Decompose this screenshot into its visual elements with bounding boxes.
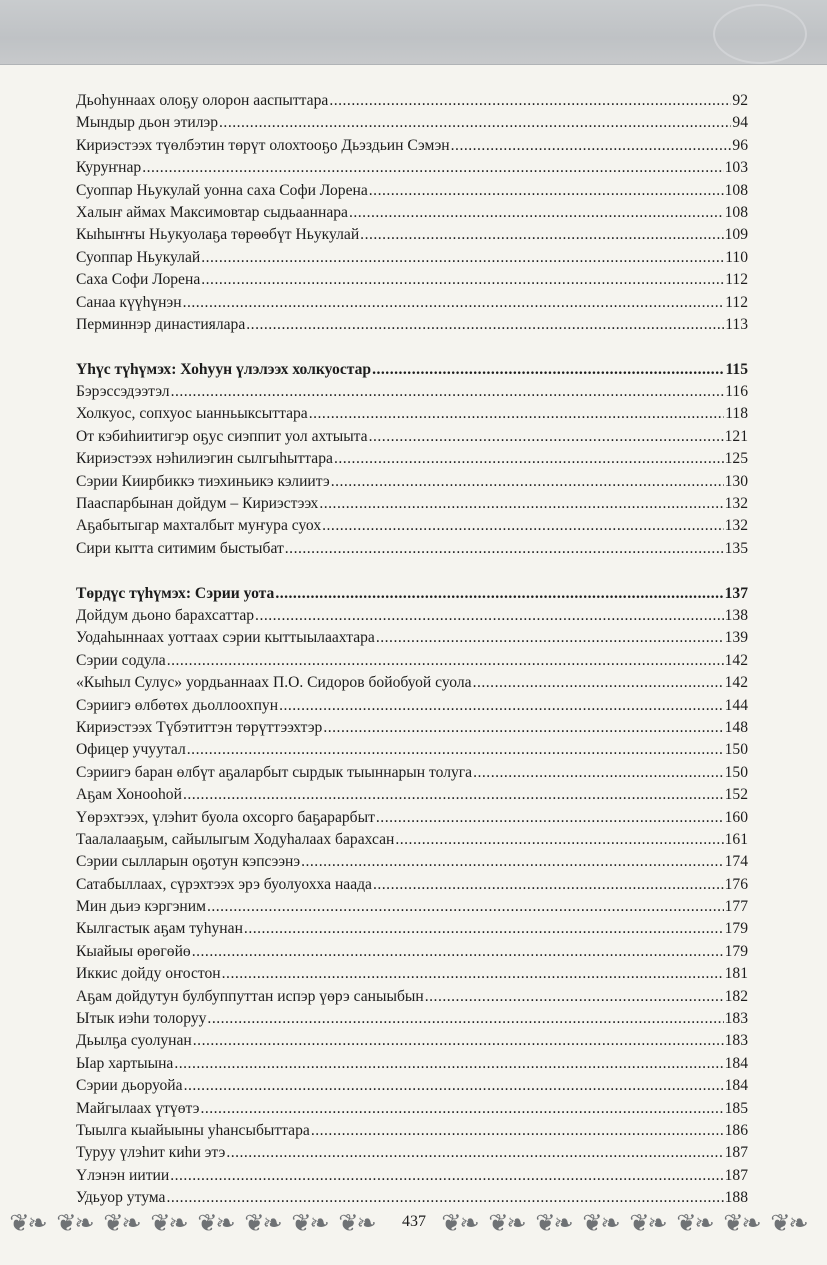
toc-entry-page: 132 — [724, 517, 748, 535]
toc-entry[interactable] — [76, 157, 748, 179]
toc-entry-page: 181 — [724, 965, 748, 983]
toc-entry-title: Саха Софи Лорена — [76, 271, 201, 289]
toc-entry-page: 109 — [724, 226, 748, 244]
toc-entry-title: Сэрии Киирбиккэ тиэхиньикэ кэлиитэ — [76, 472, 330, 490]
dot-leader — [170, 1165, 723, 1187]
toc-entry-title: Ыар хартыына — [76, 1054, 174, 1072]
toc-entry-title: Дьоһуннаах олоҕу олорон ааспыттара — [76, 92, 329, 109]
toc-entry-title: Кылгастык аҕам туһунан — [76, 920, 243, 938]
dot-leader — [226, 1142, 723, 1164]
toc-entry-page: 103 — [724, 159, 748, 177]
toc-entry-title: Сэрии дьоруойа — [76, 1077, 183, 1095]
dot-leader — [184, 1075, 724, 1097]
toc-entry[interactable] — [76, 292, 748, 314]
toc-entry-page: 148 — [724, 718, 748, 736]
toc-entry-page: 161 — [724, 830, 748, 848]
toc-entry-page: 108 — [724, 181, 748, 199]
toc-entry-title: Суоппар Ньукулай — [76, 248, 201, 266]
toc-entry-title: Кыһыҥҥы Ньукуолаҕа төрөөбүт Ньукулай — [76, 226, 360, 244]
toc-entry-page: 139 — [724, 629, 748, 647]
dot-leader — [473, 762, 724, 784]
toc-entry[interactable] — [76, 180, 748, 202]
toc-entry-page: 187 — [724, 1144, 748, 1162]
toc-entry[interactable] — [76, 493, 748, 515]
dot-leader — [244, 918, 724, 940]
page-footer — [0, 1203, 827, 1243]
dot-leader — [451, 135, 732, 157]
table-of-contents — [76, 90, 748, 1210]
toc-entry[interactable] — [76, 135, 748, 157]
toc-section-heading[interactable] — [76, 359, 748, 381]
toc-entry[interactable] — [76, 381, 748, 403]
toc-entry[interactable] — [76, 269, 748, 291]
toc-entry[interactable] — [76, 896, 748, 918]
dot-leader — [246, 314, 724, 336]
dot-leader — [331, 471, 724, 493]
toc-entry-title: Мин дьиэ кэргэним — [76, 898, 206, 916]
toc-entry[interactable] — [76, 1120, 748, 1142]
toc-entry-title: Таалалааҕым, сайылыгым Ходуһалаах барахсан — [76, 830, 395, 848]
dot-leader — [174, 1053, 723, 1075]
toc-entry-title: «Кыһыл Сулус» уордьаннаах П.О. Сидоров бойобуой суола — [76, 674, 472, 692]
toc-entry-title: Суоппар Ньукулай уонна саха Софи Лорена — [76, 181, 368, 199]
toc-entry-title: Сэриигэ өлбөтөх дьоллоохпун — [76, 696, 279, 714]
toc-entry[interactable] — [76, 202, 748, 224]
toc-entry-title: Дойдум дьоно барахсаттар — [76, 606, 255, 624]
dot-leader — [201, 269, 724, 291]
toc-entry-title: Кириэстээх Түбэтиттэн төрүттээхтэр — [76, 718, 323, 736]
toc-entry-title: Тыылга кыайыыны уһансыбыттара — [76, 1121, 310, 1139]
header-band — [0, 0, 827, 65]
toc-entry-title: Кириэстээх түөлбэтин төрүт олохтооҕо Дьэздьин Сэмэн — [76, 136, 450, 154]
dot-leader — [200, 1098, 723, 1120]
dot-leader — [183, 292, 725, 314]
toc-entry-page: 150 — [724, 741, 748, 759]
toc-entry[interactable] — [76, 471, 748, 493]
dot-leader — [329, 90, 731, 112]
toc-entry[interactable] — [76, 807, 748, 829]
dot-leader — [207, 896, 724, 918]
toc-entry[interactable] — [76, 224, 748, 246]
dot-leader — [192, 941, 724, 963]
dot-leader — [255, 605, 724, 627]
toc-entry-page: 179 — [724, 942, 748, 960]
dot-leader — [322, 515, 723, 537]
toc-entry-page: 132 — [724, 495, 748, 513]
toc-entry[interactable] — [76, 403, 748, 425]
toc-entry-title: Аҕам Хонооһой — [76, 786, 182, 804]
toc-entry[interactable] — [76, 515, 748, 537]
dot-leader — [142, 157, 723, 179]
ornament-border-left-icon: ❦❧ ❦❧ ❦❧ ❦❧ ❦❧ ❦❧ ❦❧ ❦❧ — [9, 1210, 375, 1237]
toc-entry-page: 130 — [724, 472, 748, 490]
section-spacer — [76, 336, 748, 358]
dot-leader — [311, 1120, 724, 1142]
toc-entry[interactable] — [76, 112, 748, 134]
dot-leader — [395, 829, 723, 851]
toc-entry-page: 121 — [724, 427, 748, 445]
toc-entry-title: Уодаһыннаах уоттаах сэрии кыттыылаахтара — [76, 629, 375, 647]
toc-entry[interactable] — [76, 1098, 748, 1120]
toc-entry-title: Пааспарбынан дойдум – Кириэстээх — [76, 495, 319, 513]
dot-leader — [376, 627, 724, 649]
toc-entry-title: Холкуос, сопхуос ыанньыксыттара — [76, 405, 308, 423]
dot-leader — [473, 672, 724, 694]
toc-entry-page: 186 — [724, 1121, 748, 1139]
toc-entry[interactable] — [76, 1142, 748, 1164]
toc-entry-title: Перминнэр династиялара — [76, 315, 246, 333]
dot-leader — [301, 851, 724, 873]
dot-leader — [319, 493, 723, 515]
toc-entry-title: Үөрэхтээх, үлэһит буола охсорго баҕарарбыт — [76, 808, 375, 826]
toc-entry-page: 152 — [724, 786, 748, 804]
dot-leader — [201, 247, 724, 269]
page-number: 437 — [402, 1213, 426, 1230]
toc-entry[interactable] — [76, 538, 748, 560]
toc-entry[interactable] — [76, 762, 748, 784]
toc-entry[interactable] — [76, 739, 748, 761]
toc-entry-page: 142 — [724, 651, 748, 669]
toc-entry-title: Дьылҕа суолунан — [76, 1032, 192, 1050]
toc-entry-title: Ытык иэһи толоруу — [76, 1010, 207, 1028]
header-ornament — [713, 4, 807, 64]
dot-leader — [187, 739, 724, 761]
toc-entry-title: Мындыр дьон этилэр — [76, 114, 219, 132]
toc-entry-title: Сатабыллаах, сүрэхтээх эрэ буолуохха наада — [76, 875, 372, 893]
toc-entry-page: 183 — [724, 1010, 748, 1028]
toc-entry-page: 144 — [724, 696, 748, 714]
toc-entry[interactable] — [76, 941, 748, 963]
toc-entry-title: От кэбиһиитигэр оҕус сиэппит уол ахтыыта — [76, 427, 368, 445]
toc-entry-page: 184 — [724, 1054, 748, 1072]
toc-entry-title: Халыҥ аймах Максимовтар сыдьааннара — [76, 203, 348, 221]
ornament-border-right-icon: ❦❧ ❦❧ ❦❧ ❦❧ ❦❧ ❦❧ ❦❧ ❦❧ — [441, 1210, 807, 1237]
toc-entry-title: Куруҥнар — [76, 159, 142, 177]
dot-leader — [171, 381, 725, 403]
toc-entry[interactable] — [76, 851, 748, 873]
toc-entry[interactable] — [76, 314, 748, 336]
toc-entry-title: Санаа күүһүнэн — [76, 293, 182, 311]
toc-entry-title: Офицер учуутал — [76, 741, 186, 759]
toc-entry-page: 112 — [725, 293, 748, 311]
dot-leader — [193, 1030, 724, 1052]
toc-entry-title: Аҕабытыгар махталбыт муҥура суох — [76, 517, 322, 535]
toc-entry-title: Иккис дойду оҥостон — [76, 965, 221, 983]
dot-leader — [222, 963, 724, 985]
toc-entry-page: 94 — [732, 114, 748, 132]
dot-leader — [183, 784, 724, 806]
dot-leader — [372, 359, 724, 381]
toc-entry-title: Туруу үлэһит киһи этэ — [76, 1144, 226, 1162]
toc-entry-page: 185 — [724, 1099, 748, 1117]
toc-entry-title: Удьуор утума — [76, 1189, 166, 1207]
toc-entry-page: 184 — [724, 1077, 748, 1095]
toc-entry-page: 160 — [724, 808, 748, 826]
toc-entry[interactable] — [76, 247, 748, 269]
toc-entry-page: 174 — [724, 853, 748, 871]
toc-entry-page: 96 — [732, 136, 748, 154]
dot-leader — [279, 695, 724, 717]
toc-entry[interactable] — [76, 650, 748, 672]
dot-leader — [369, 426, 724, 448]
toc-entry-page: 118 — [725, 405, 748, 423]
toc-entry-page: 179 — [724, 920, 748, 938]
toc-entry-page: 142 — [724, 674, 748, 692]
toc-section-heading[interactable] — [76, 583, 748, 605]
dot-leader — [309, 403, 724, 425]
toc-entry[interactable] — [76, 605, 748, 627]
toc-entry[interactable] — [76, 672, 748, 694]
toc-entry[interactable] — [76, 627, 748, 649]
dot-leader — [323, 717, 723, 739]
toc-entry[interactable] — [76, 1075, 748, 1097]
toc-entry[interactable] — [76, 717, 748, 739]
toc-section-page: 137 — [724, 584, 748, 602]
dot-leader — [285, 538, 724, 560]
toc-entry-title: Кыайыы өрөгөйө — [76, 942, 191, 960]
toc-entry-page: 177 — [724, 898, 748, 916]
toc-entry-page: 183 — [724, 1032, 748, 1050]
toc-entry-title: Майгылаах үтүөтэ — [76, 1099, 200, 1117]
toc-section-page: 115 — [725, 360, 748, 378]
toc-entry[interactable] — [76, 784, 748, 806]
section-spacer — [76, 560, 748, 582]
toc-entry[interactable] — [76, 1008, 748, 1030]
toc-entry-page: 108 — [724, 203, 748, 221]
toc-entry-page: 176 — [724, 875, 748, 893]
toc-entry-page: 187 — [724, 1166, 748, 1184]
toc-section-title: Үһүс түһүмэх: Хоһуун үлэлээх холкуостар — [76, 360, 372, 378]
toc-entry[interactable] — [76, 426, 748, 448]
toc-entry-title: Сэриигэ баран өлбүт аҕаларбыт сырдык тыыннарын толуга — [76, 763, 473, 781]
dot-leader — [219, 112, 731, 134]
toc-entry-page: 135 — [724, 539, 748, 557]
toc-entry[interactable] — [76, 695, 748, 717]
dot-leader — [167, 650, 724, 672]
dot-leader — [360, 224, 723, 246]
toc-section-title: Төрдүс түһүмэх: Сэрии уота — [76, 584, 275, 602]
toc-entry[interactable] — [76, 986, 748, 1008]
toc-entry-page: 138 — [724, 606, 748, 624]
toc-entry-title: Бэрэссэдээтэл — [76, 383, 170, 401]
toc-entry[interactable] — [76, 963, 748, 985]
toc-entry-page: 150 — [724, 763, 748, 781]
toc-entry[interactable] — [76, 90, 748, 112]
toc-entry-title: Аҕам дойдутун булбуппуттан испэр үөрэ саныыбын — [76, 987, 424, 1005]
toc-entry-title: Сэрии содула — [76, 651, 166, 669]
toc-entry-page: 110 — [725, 248, 748, 266]
toc-entry-title: Кириэстээх нэһилиэгин сылгыһыттара — [76, 450, 333, 468]
dot-leader — [349, 202, 724, 224]
toc-entry-page: 182 — [724, 987, 748, 1005]
dot-leader — [275, 583, 723, 605]
toc-entry-title: Сири кытта ситимим быстыбат — [76, 539, 284, 557]
toc-entry-title: Үлэнэн иитии — [76, 1166, 170, 1184]
toc-entry-page: 125 — [724, 450, 748, 468]
toc-entry[interactable] — [76, 1165, 748, 1187]
dot-leader — [376, 807, 724, 829]
toc-entry[interactable] — [76, 918, 748, 940]
dot-leader — [334, 448, 724, 470]
dot-leader — [373, 874, 724, 896]
toc-entry-page: 188 — [724, 1189, 748, 1207]
toc-entry-page: 112 — [725, 271, 748, 289]
toc-entry-page: 92 — [732, 92, 748, 109]
dot-leader — [207, 1008, 723, 1030]
toc-entry[interactable] — [76, 829, 748, 851]
dot-leader — [425, 986, 724, 1008]
toc-entry[interactable] — [76, 1030, 748, 1052]
toc-entry[interactable] — [76, 448, 748, 470]
toc-entry-title: Сэрии сылларын оҕотун кэпсээнэ — [76, 853, 301, 871]
toc-entry-page: 113 — [725, 315, 748, 333]
dot-leader — [369, 180, 724, 202]
toc-entry[interactable] — [76, 1053, 748, 1075]
toc-entry-page: 116 — [725, 383, 748, 401]
toc-entry[interactable] — [76, 874, 748, 896]
